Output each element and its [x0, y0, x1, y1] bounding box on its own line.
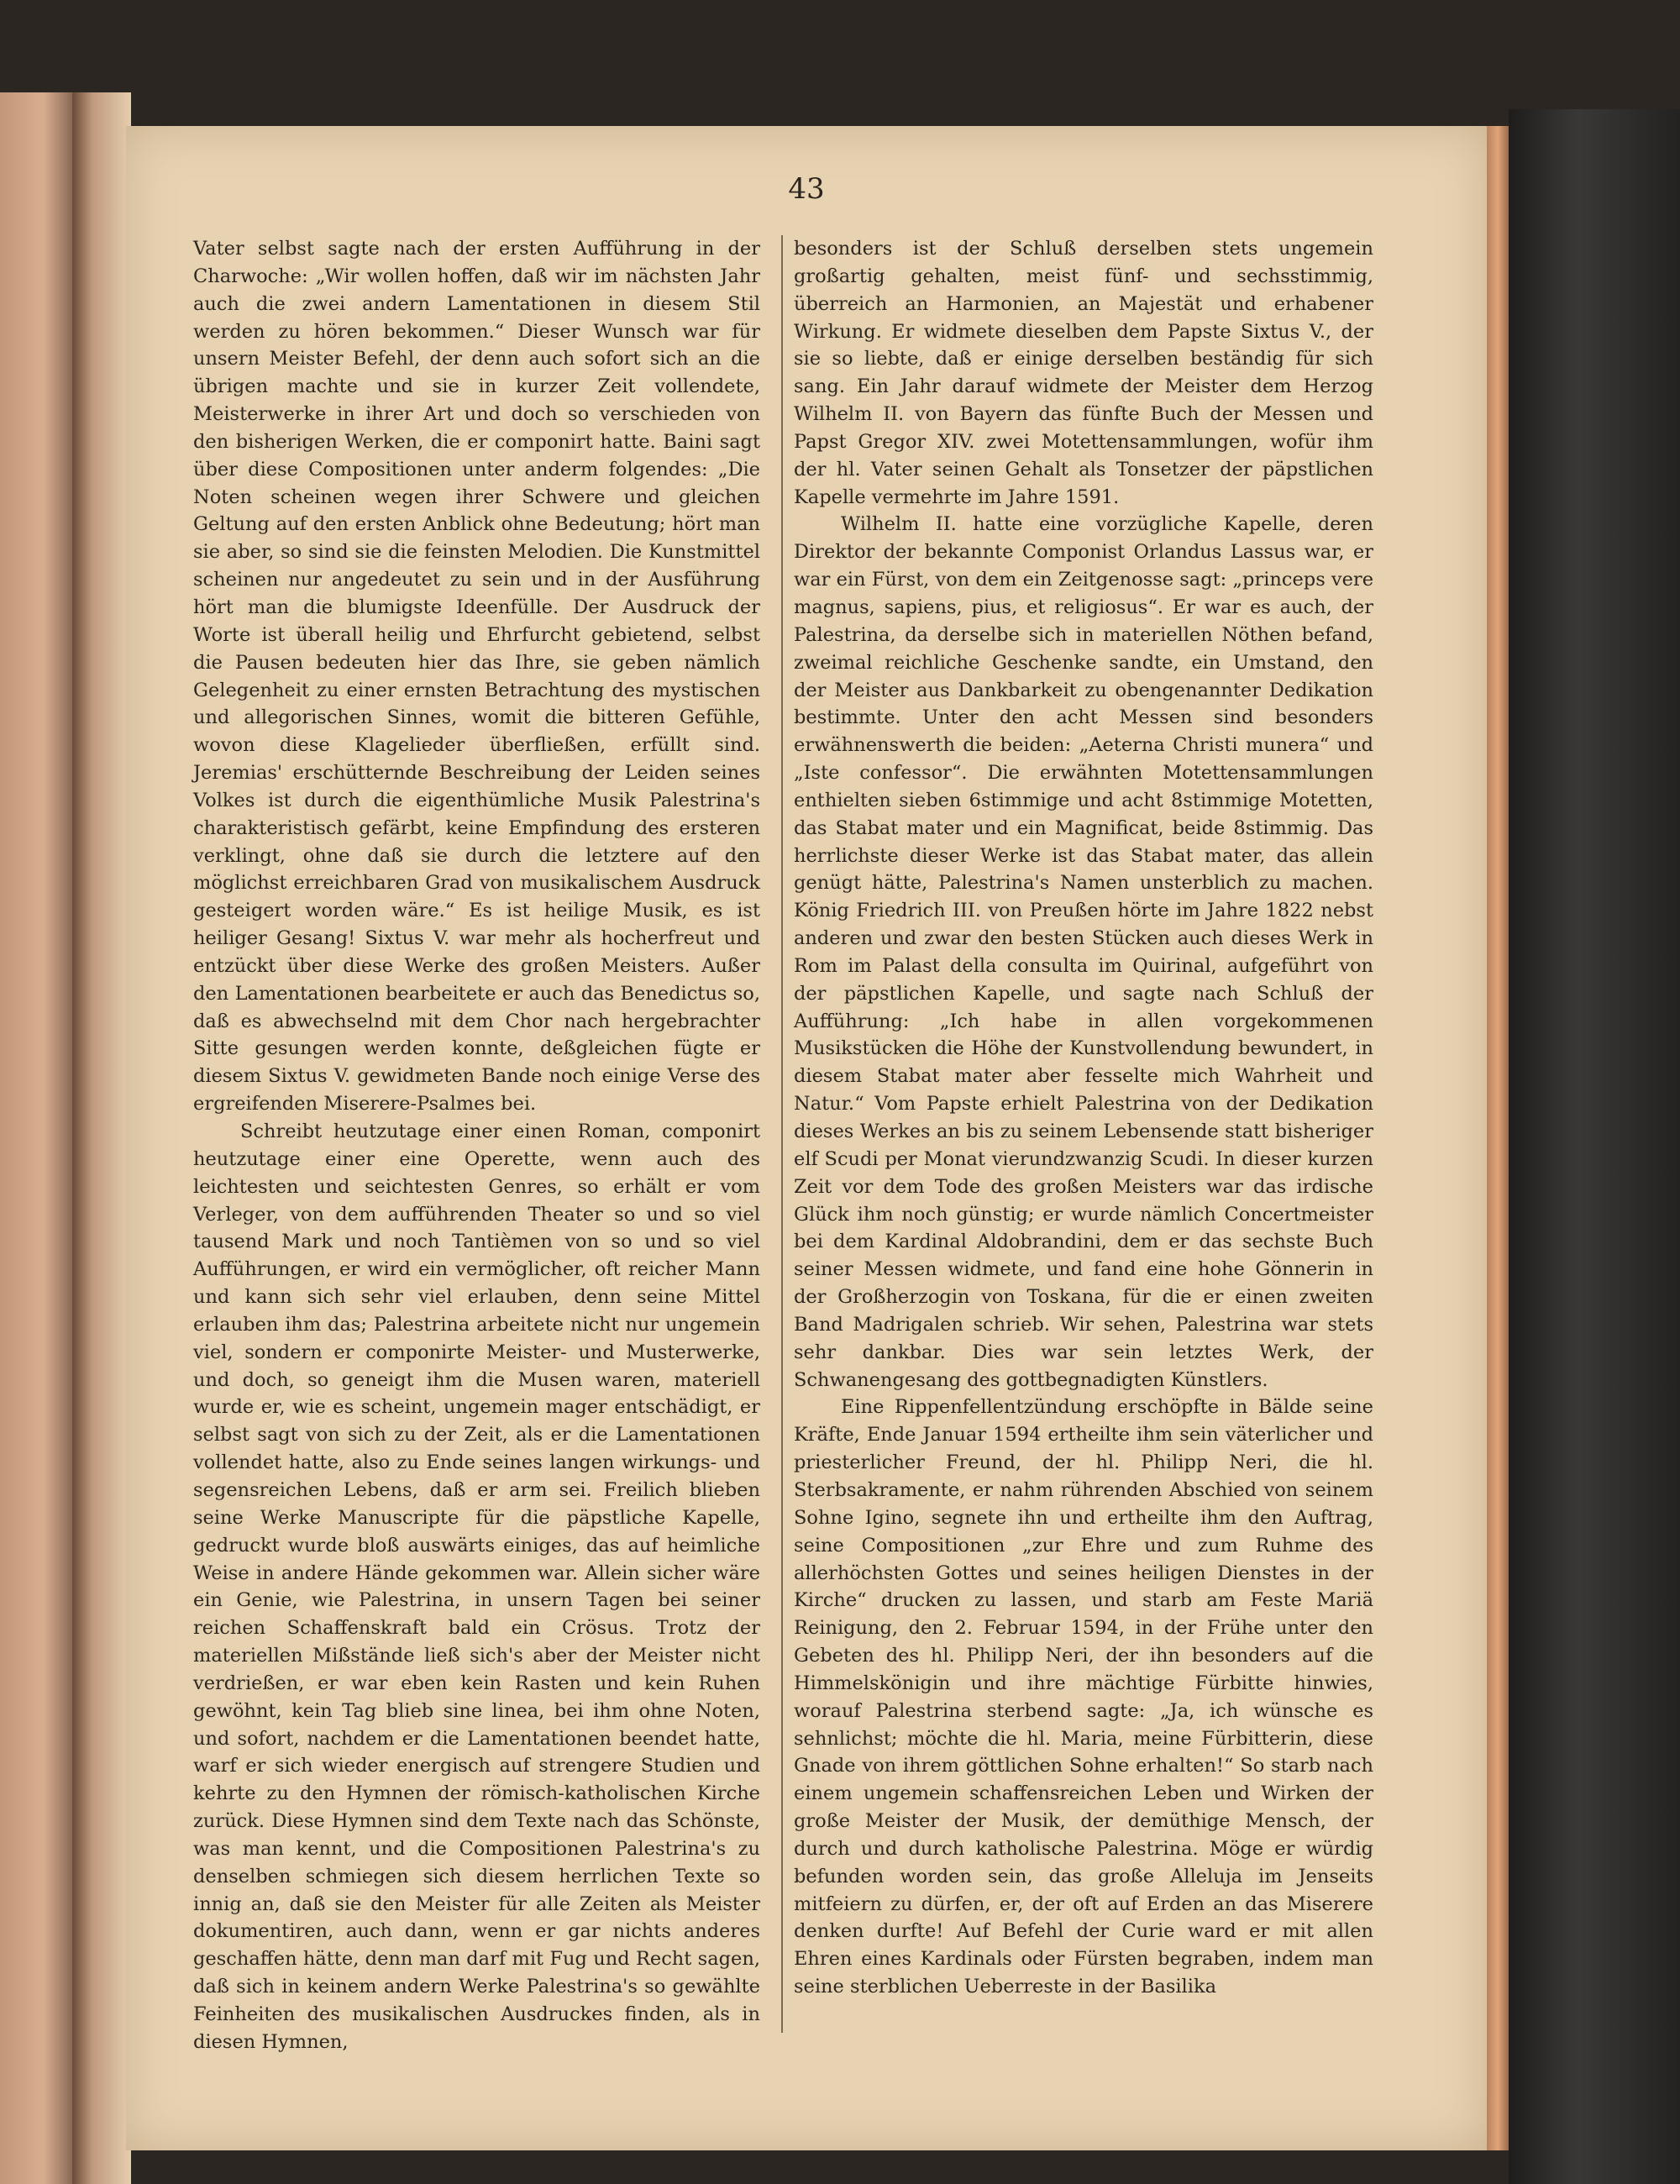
page-number: 43 [788, 172, 825, 206]
paragraph: Eine Rippenfellentzündung erschöpfte in Bälde seine Kräfte, Ende Januar 1594 ertheilte ihm sein väterlicher und priesterlicher Freund, der hl. Philipp Neri, die hl. Sterbsakramente, er nahm rührenden Abschied von seinem Sohne Igino, segnete ihn und ertheilte ihm den Auftrag, seine Compositionen „zur Ehre und zum Ruhme des allerhöchsten Gottes und seines heiligen Dienstes in der Kirche“ drucken zu lassen, und starb am Feste Mariä Reinigung, den 2. Februar 1594, in der Frühe unter den Gebeten des hl. Philipp Neri, der ihn besonders auf die Himmelskönigin und ihre mächtige Fürbitte hinwies, worauf Palestrina sterbend sagte: „Ja, ich wünsche es sehnlichst; möchte die hl. Maria, meine Fürbitterin, diese Gnade von ihrem göttlichen Sohne erhalten!“ So starb nach einem ungemein schaffensreichen Leben und Wirken der große Meister der Musik, der demüthige Mensch, der durch und durch katholische Palestrina. Möge er würdig befunden worden sein, das große Alleluja im Jenseits mitfeiern zu dürfen, er, der oft auf Erden an das Miserere denken durfte! Auf Befehl der Curie ward er mit allen Ehren eines Kardinals oder Fürsten begraben, indem man seine sterblichen Ueberreste in der Basilika [794, 1396, 1373, 1998]
paragraph: besonders ist der Schluß derselben stets ungemein großartig gehalten, meist fünf- und sechsstimmig, überreich an Harmonien, an Majestät und erhabener Wirkung. Er widmete dieselben dem Papste Sixtus V., der sie so liebte, daß er einige derselben beständig für sich sang. Ein Jahr darauf widmete der Meister dem Herzog Wilhelm II. von Bayern das fünfte Buch der Messen und Papst Gregor XIV. zwei Motettensammlungen, wofür ihm der hl. Vater seinen Gehalt als Tonsetzer der päpstlichen Kapelle vermehrte im Jahre 1591. [794, 238, 1373, 508]
previous-page-edge [0, 92, 72, 2184]
book-cover [1509, 109, 1680, 2184]
paragraph: Vater selbst sagte nach der ersten Aufführung in der Charwoche: „Wir wollen hoffen, daß wir im nächsten Jahr auch die zwei andern Lamentationen in diesem Stil werden zu hören bekommen.“ Dieser Wunsch war für unsern Meister Befehl, der denn auch sofort sich an die übrigen machte und sie in kurzer Zeit vollendete, Meisterwerke in ihrer Art und doch so verschieden von den bisherigen Werken, die er componirt hatte. Baini sagt über diese Compositionen unter anderm folgendes: „Die Noten scheinen wegen ihrer Schwere und gleichen Geltung auf den ersten Anblick ohne Bedeutung; hört man sie aber, so sind sie die feinsten Melodien. Die Kunstmittel scheinen nur angedeutet zu sein und in der Ausführung hört man die blumigste Ideenfülle. Der Ausdruck der Worte ist überall heilig und Ehrfurcht gebietend, selbst die Pausen bedeuten hier das Ihre, sie geben nämlich Gelegenheit zu einer ernsten Betrachtung des mystischen und allegorischen Sinnes, womit die bitteren Gefühle, wovon diese Klagelieder überfließen, erfüllt sind. Jeremias' erschütternde Beschreibung der Leiden seines Volkes ist durch die eigenthümliche Musik Palestrina's charakteristisch gefärbt, keine Empfindung des ersteren verklingt, ohne daß sie durch die letztere auf den möglichst erreichbaren Grad von musikalischem Ausdruck gesteigert worden wäre.“ Es ist heilige Musik, es ist heiliger Gesang! Sixtus V. war mehr als hocherfreut und entzückt über diese Werke des großen Meisters. Außer den Lamentationen bearbeitete er auch das Benedictus so, daß es abwechselnd mit dem Chor nach hergebrachter Sitte gesungen werden konnte, deßgleichen fügte er diesem Sixtus V. gewidmeten Bande noch einige Verse des ergreifenden Miserere-Psalmes bei. [193, 238, 760, 1116]
column-divider [781, 235, 783, 2033]
right-column [794, 235, 1373, 2001]
paragraph: Wilhelm II. hatte eine vorzügliche Kapelle, deren Direktor der bekannte Componist Orlandus Lassus war, er war ein Fürst, von dem ein Zeitgenosse sagt: „princeps vere magnus, sapiens, pius, et religiosus“. Er war es auch, der Palestrina, da derselbe sich in materiellen Nöthen befand, zweimal reichliche Geschenke sandte, ein Umstand, den der Meister aus Dankbarkeit zu obengenannter Dedikation bestimmte. Unter den acht Messen sind besonders erwähnenswerth die beiden: „Aeterna Christi munera“ und „Iste confessor“. Die erwähnten Motettensammlungen enthielten sieben 6stimmige und acht 8stimmige Motetten, das Stabat mater und ein Magnificat, beide 8stimmig. Das herrlichste dieser Werke ist das Stabat mater, das allein genügt hätte, Palestrina's Namen unsterblich zu machen. König Friedrich III. von Preußen hörte im Jahre 1822 nebst anderen und zwar den besten Stücken auch dieses Werk in Rom im Palast della consulta im Quirinal, aufgeführt von der päpstlichen Kapelle, und sagte nach Schluß der Aufführung: „Ich habe in allen vorgekommenen Musikstücken die Höhe der Kunstvollendung bewundert, in diesem Stabat mater aber fesselte mich Wahrheit und Natur.“ Vom Papste erhielt Palestrina von der Dedikation dieses Werkes an bis zu seinem Lebensende statt bisheriger elf Scudi per Monat vierundzwanzig Scudi. In dieser kurzen Zeit vor dem Tode des großen Meisters war das irdische Glück ihm noch günstig; er wurde nämlich Concertmeister bei dem Kardinal Aldobrandini, dem er das sechste Buch seiner Messen widmete, und fand eine hohe Gönnerin in der Großherzogin von Toskana, für die er einen zweiten Band Madrigalen schrieb. Wir sehen, Palestrina war stets sehr dankbar. Dies war sein letztes Werk, der Schwanengesang des gottbegnadigten Künstlers. [794, 513, 1374, 1391]
left-column [193, 235, 760, 2056]
page-edge [1487, 126, 1509, 2150]
paragraph: Schreibt heutzutage einer einen Roman, componirt heutzutage einer eine Operette, wenn auch des leichtesten und seichtesten Genres, so erhält er vom Verleger, von dem aufführenden Theater so und so viel tausend Mark und noch Tantièmen von so und so viel Aufführungen, er wird ein vermöglicher, oft reicher Mann und kann sich sehr viel erlauben, denn seine Mittel erlauben ihm das; Palestrina arbeitete nicht nur ungemein viel, sondern er componirte Meister- und Musterwerke, und doch, so geneigt ihm die Musen waren, materiell wurde er, wie es scheint, ungemein mager entschädigt, er selbst sagt von sich zu der Zeit, als er die Lamentationen vollendet hatte, also zu Ende seines langen wirkungs- und segensreichen Lebens, daß er arm sei. Freilich blieben seine Werke Manuscripte für die päpstliche Kapelle, gedruckt wurde bloß auswärts einiges, das auf heimliche Weise in andere Hände gekommen war. Allein sicher wäre ein Genie, wie Palestrina, in unsern Tagen bei seiner reichen Schaffenskraft bald ein Crösus. Trotz der materiellen Mißstände ließ sich's aber der Meister nicht verdrießen, er war eben kein Rasten und kein Ruhen gewöhnt, kein Tag blieb sine linea, bei ihm ohne Noten, und sofort, nachdem er die Lamentationen beendet hatte, warf er sich wieder energisch auf strengere Studien und kehrte zu den Hymnen der römisch-katholischen Kirche zurück. Diese Hymnen sind dem Texte nach das Schönste, was man kennt, und die Compositionen Palestrina's zu denselben schmiegen sich diesem herrlichen Texte so innig an, daß sie den Meister für alle Zeiten als Meister dokumentiren, auch dann, wenn er gar nichts anderes geschaffen hätte, denn man darf mit Fug und Recht sagen, daß sich in keinem andern Werke Palestrina's so gewählte Feinheiten des musikalischen Ausdruckes finden, als in diesen Hymnen, [193, 1121, 760, 2053]
page-gutter [72, 92, 131, 2184]
book-page [126, 126, 1487, 2150]
